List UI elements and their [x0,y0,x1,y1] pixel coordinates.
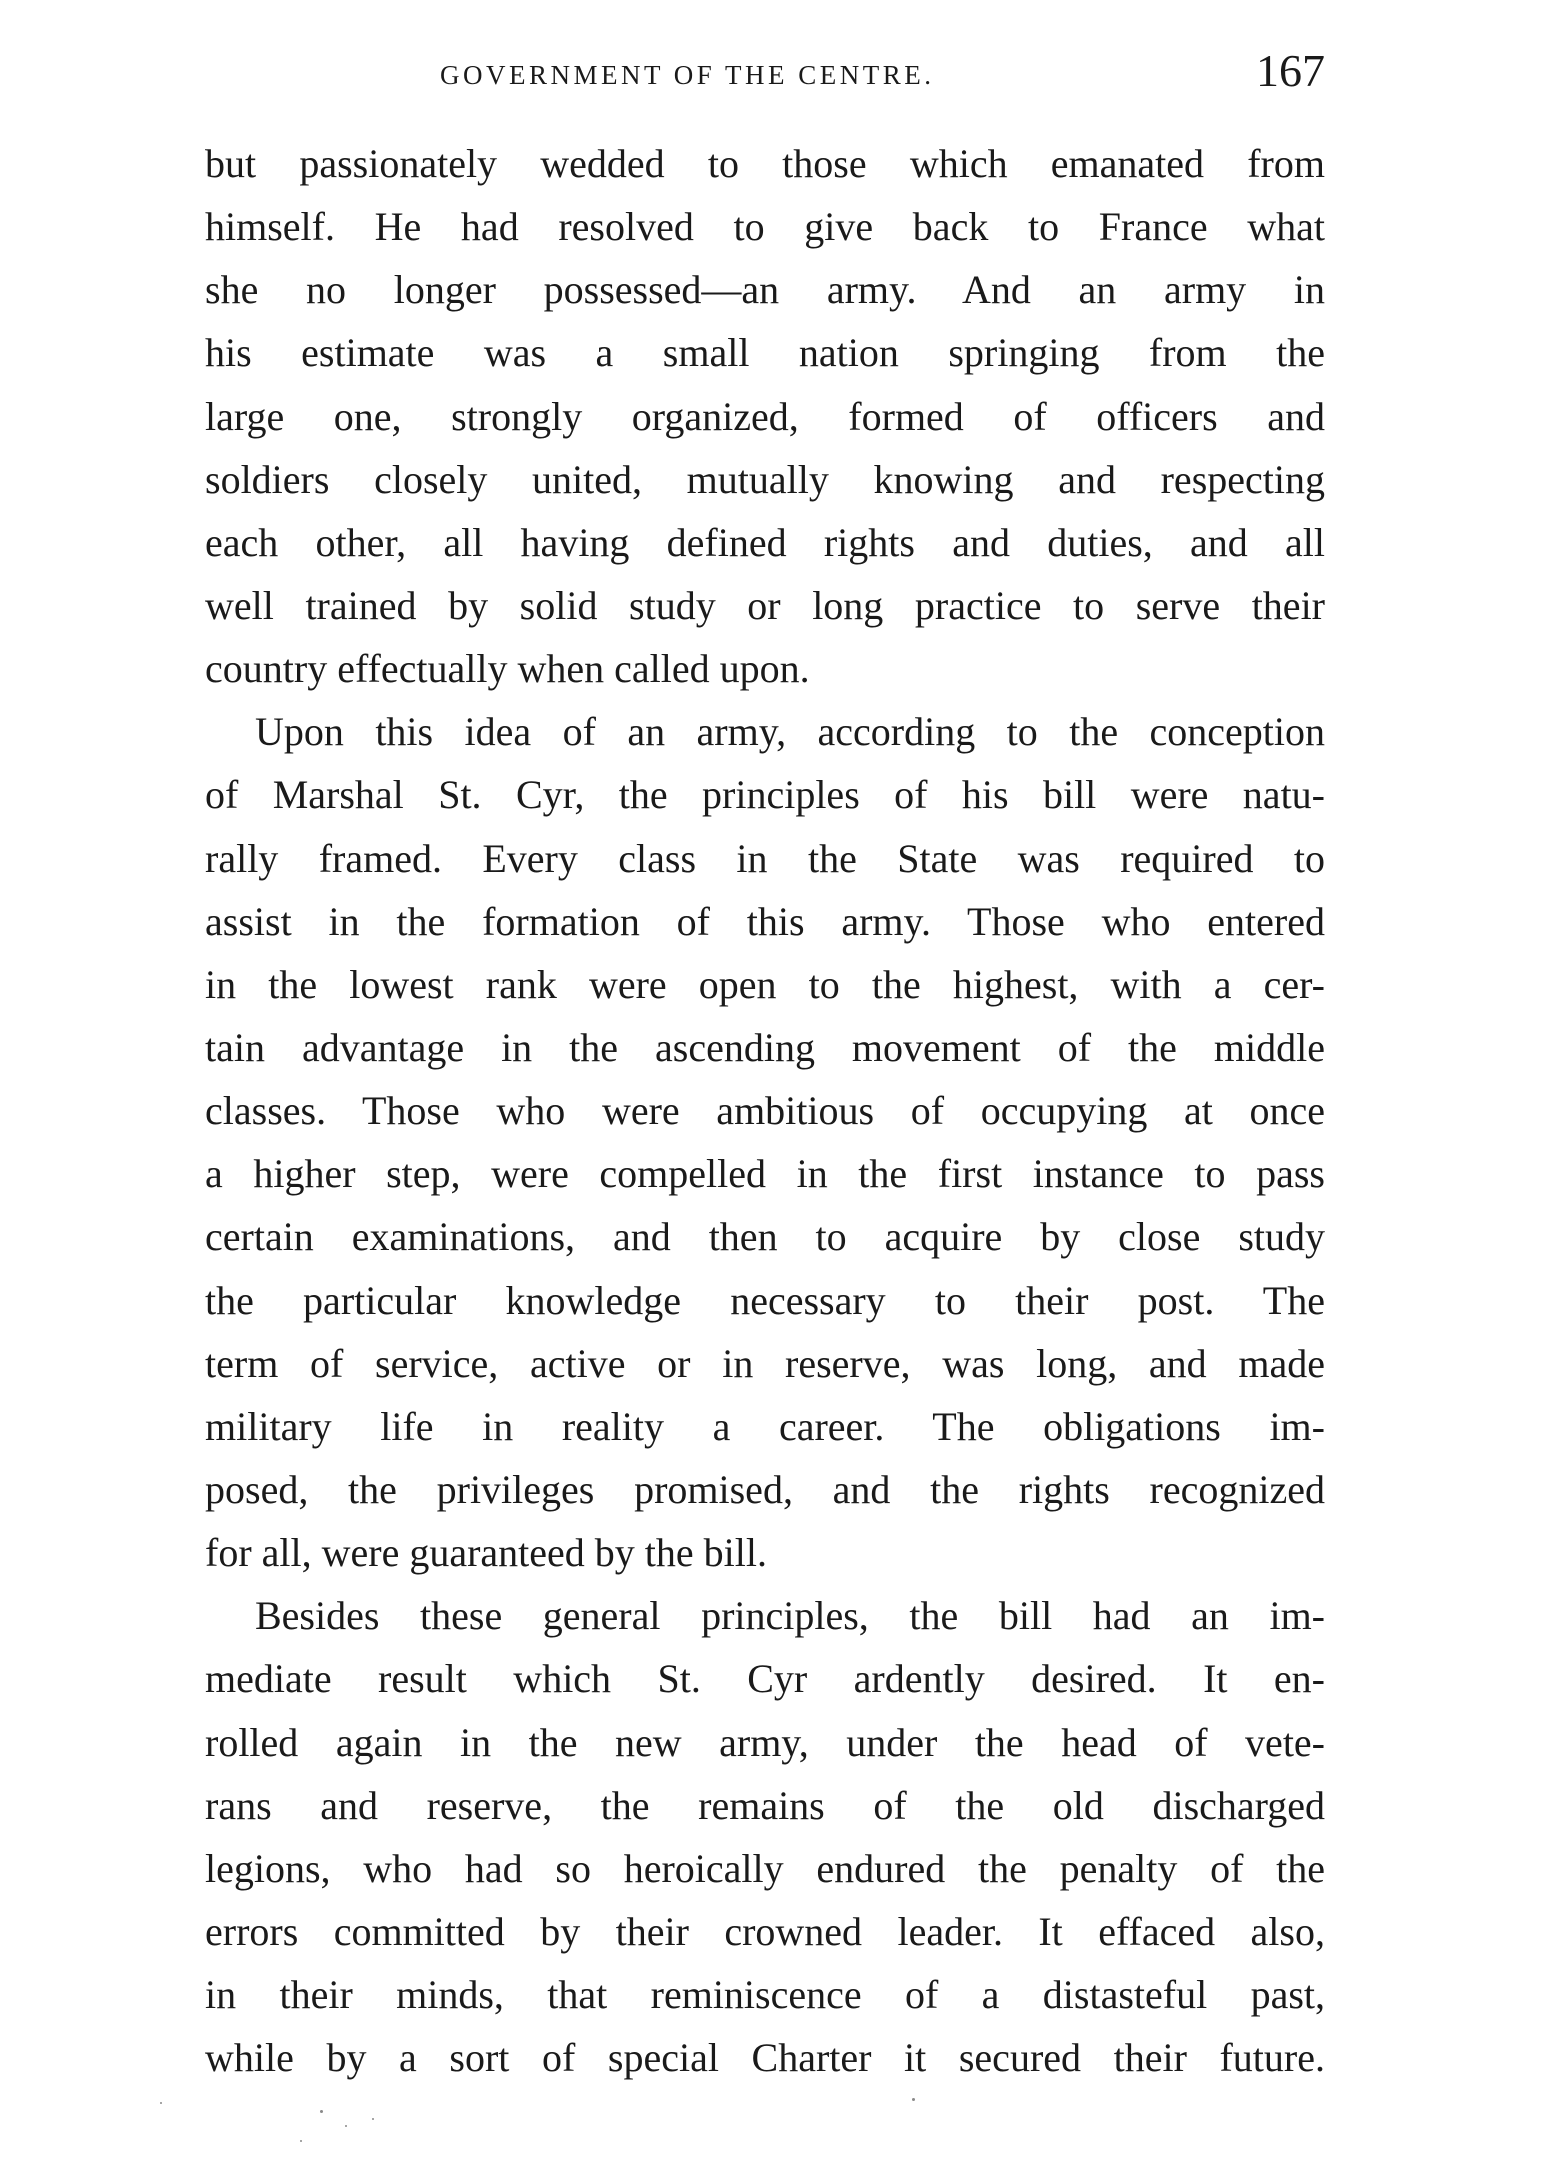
text-line: each other, all having defined rights and duties, and all [205,519,1325,565]
paper-speck [372,2118,374,2120]
text-line: soldiers closely united, mutually knowing and respecting [205,456,1325,502]
running-title: GOVERNMENT OF THE CENTRE. [440,60,935,90]
text-line: himself. He had resolved to give back to France what [205,204,1325,250]
text-line: she no longer possessed—an army. And an army in [205,267,1325,313]
text-line: legions, who had so heroically endured the penalty of the [205,1845,1325,1891]
text-line: but passionately wedded to those which emanated from [205,141,1325,186]
text-line: while by a sort of special Charter it secured their future. [205,2035,1325,2081]
text-line: country effectually when called upon. [205,646,810,692]
paragraph-2 [205,700,1325,1584]
text-line: errors committed by their crowned leader. It effaced also, [205,1908,1325,1954]
text-line: Besides these general principles, the bill had an im- [255,1593,1325,1639]
text-line: mediate result which St. Cyr ardently desired. It en- [205,1656,1325,1702]
text-line: certain examinations, and then to acquire by close study [205,1214,1325,1260]
paper-speck [320,2110,323,2113]
text-line: for all, were guaranteed by the bill. [205,1530,767,1576]
text-line: military life in reality a career. The obligations im- [205,1403,1325,1449]
text-line: term of service, active or in reserve, was long, and made [205,1340,1325,1386]
text-line: Upon this idea of an army, according to the conception [255,709,1325,755]
text-line: a higher step, were compelled in the first instance to pass [205,1151,1325,1197]
paragraph-1 [205,132,1325,700]
text-line: rans and reserve, the remains of the old discharged [205,1782,1325,1828]
paragraph-3 [205,1584,1325,2089]
text-line: rolled again in the new army, under the head of vete- [205,1719,1325,1765]
page-number: 167 [1256,45,1325,96]
text-line: large one, strongly organized, formed of officers and [205,393,1325,439]
body-text [205,132,1325,2089]
text-line: well trained by solid study or long practice to serve their [205,582,1325,628]
text-line: tain advantage in the ascending movement of the middle [205,1024,1325,1070]
text-line: assist in the formation of this army. Those who entered [205,898,1325,944]
paper-speck [345,2125,347,2127]
text-line: in their minds, that reminiscence of a distasteful past, [205,1972,1325,2018]
text-line: in the lowest rank were open to the highest, with a cer- [205,961,1325,1007]
paper-speck [160,2102,162,2104]
text-line: the particular knowledge necessary to their post. The [205,1277,1325,1323]
text-line: of Marshal St. Cyr, the principles of his bill were natu- [205,772,1325,818]
paper-speck [300,2140,302,2142]
text-line: rally framed. Every class in the State was required to [205,835,1325,881]
text-line: his estimate was a small nation springing from the [205,330,1325,376]
paper-speck [912,2098,915,2101]
text-line: posed, the privileges promised, and the rights recognized [205,1466,1325,1512]
running-head [205,44,1325,114]
text-line: classes. Those who were ambitious of occupying at once [205,1088,1325,1134]
